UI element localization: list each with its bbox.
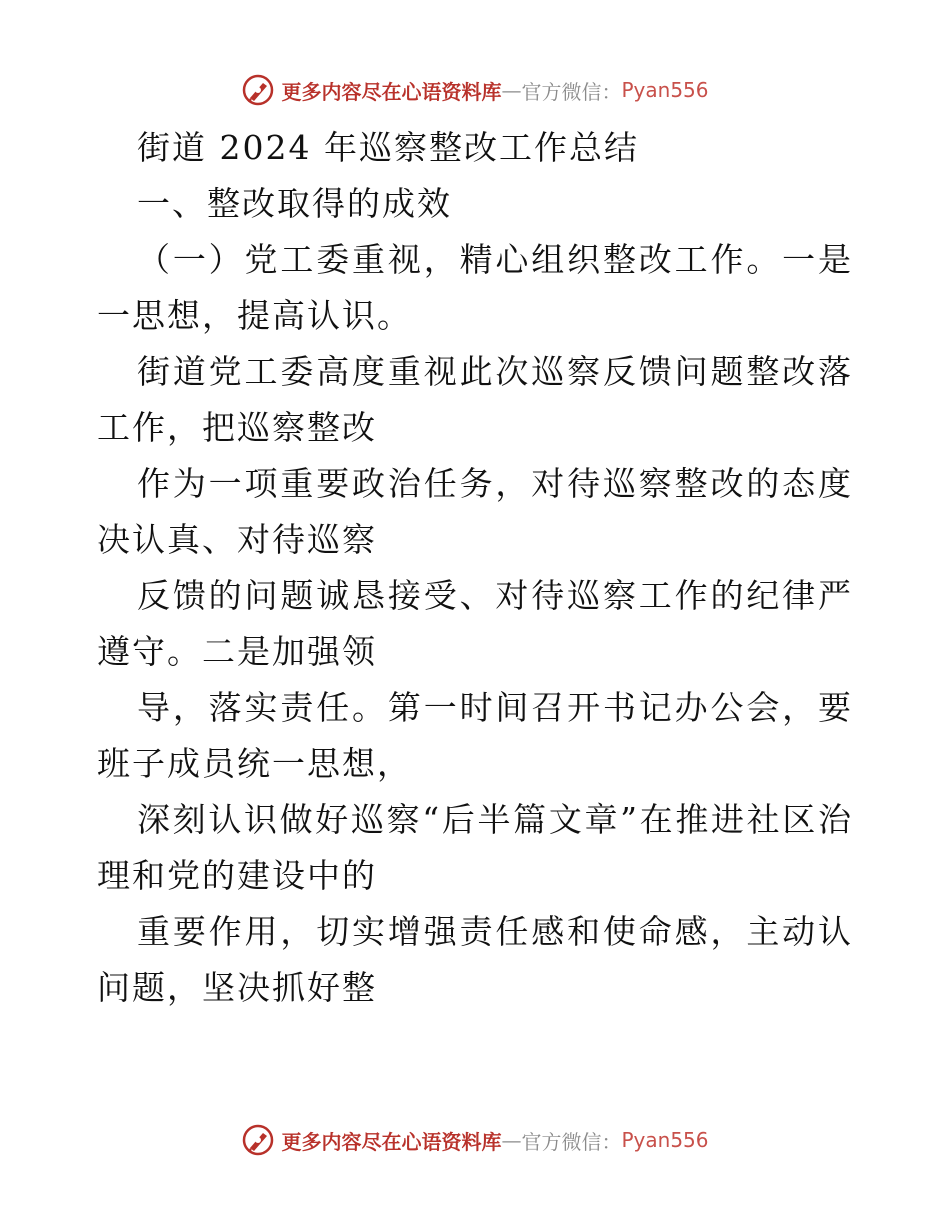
watermark-id: Pyan556 — [621, 1128, 709, 1152]
paragraph-line: 街道党工委高度重视此次巡察反馈问题整改落 — [137, 352, 853, 391]
watermark-label: 官方微信： — [521, 79, 622, 104]
paragraph-line: 深刻认识做好巡察“后半篇文章”在推进社区治 — [137, 800, 853, 839]
pen-logo-icon — [241, 1123, 275, 1157]
paragraph-line: 工作，把巡察整改 — [97, 408, 377, 447]
watermark-id: Pyan556 — [621, 78, 709, 102]
paragraph-line: 班子成员统一思想， — [97, 744, 412, 783]
watermark-label: 官方微信： — [521, 1129, 622, 1154]
paragraph-line: （一）党工委重视，精心组织整改工作。一是 — [137, 240, 853, 279]
paragraph-line: 导，落实责任。第一时间召开书记办公会，要 — [137, 688, 853, 727]
section-heading: 一、整改取得的成效 — [137, 184, 452, 223]
document-title: 街道 2024 年巡察整改工作总结 — [137, 128, 639, 167]
watermark-site-text: 更多内容尽在心语资料库 — [281, 1129, 502, 1154]
paragraph-line: 重要作用，切实增强责任感和使命感，主动认 — [137, 912, 853, 951]
paragraph-line: 反馈的问题诚恳接受、对待巡察工作的纪律严 — [137, 576, 853, 615]
paragraph-line: 作为一项重要政治任务，对待巡察整改的态度 — [137, 464, 853, 503]
paragraph-line: 理和党的建设中的 — [97, 856, 377, 895]
paragraph-line: 一思想，提高认识。 — [97, 296, 412, 335]
header-watermark — [0, 70, 950, 110]
pen-logo-icon — [241, 73, 275, 107]
watermark-site-text: 更多内容尽在心语资料库 — [281, 79, 502, 104]
watermark-separator: — — [501, 78, 522, 102]
paragraph-line: 问题，坚决抓好整 — [97, 968, 377, 1007]
paragraph-line: 遵守。二是加强领 — [97, 632, 377, 671]
watermark-separator: — — [501, 1128, 522, 1152]
paragraph-line: 决认真、对待巡察 — [97, 520, 377, 559]
footer-watermark — [0, 1120, 950, 1160]
document-body — [97, 120, 853, 1016]
